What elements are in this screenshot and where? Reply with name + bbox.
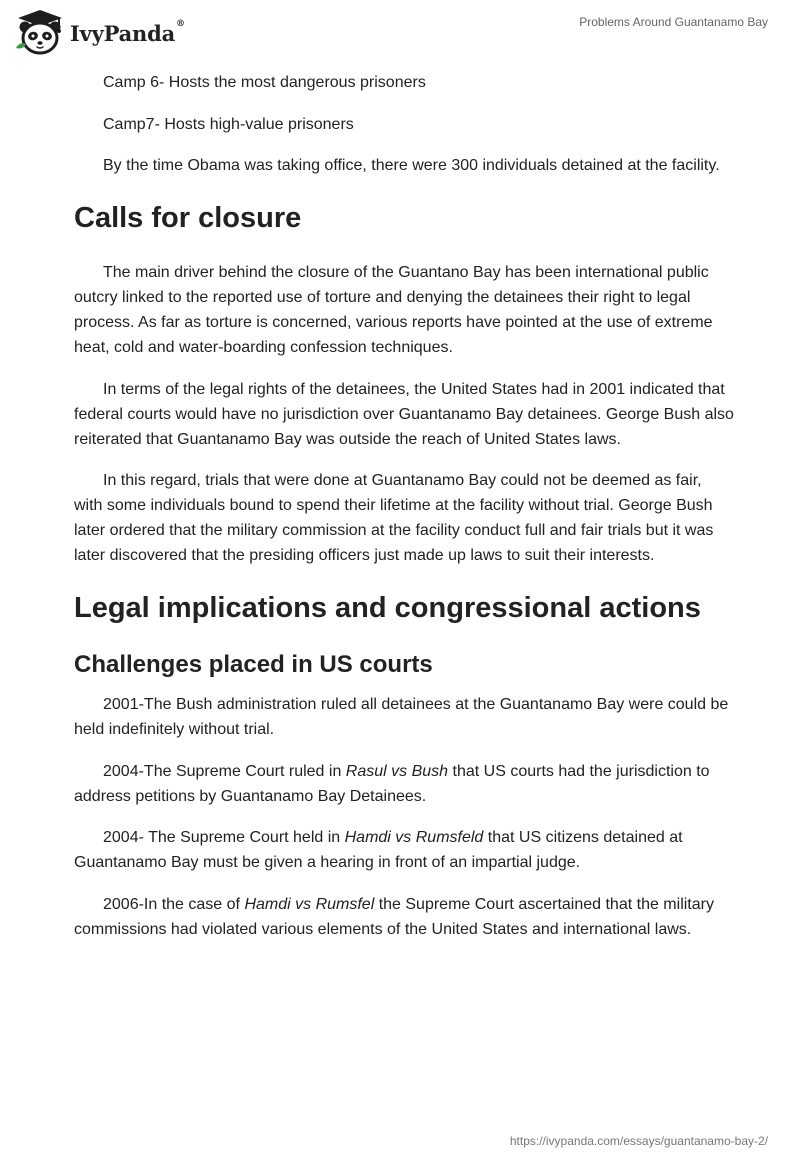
heading-calls-for-closure: Calls for closure — [74, 202, 302, 234]
essay-body — [74, 70, 734, 958]
case-name-rasul-vs-bush: Rasul vs Bush — [345, 762, 449, 780]
panda-graduate-icon — [14, 8, 66, 56]
text-segment: 2006-In the case of — [103, 895, 245, 913]
case-name-hamdi-vs-rumsfeld: Hamdi vs Rumsfeld — [344, 829, 484, 846]
paragraph-2006 — [74, 892, 734, 942]
text-segment: 2004- The Supreme Court held in — [103, 829, 345, 846]
source-url[interactable]: https://ivypanda.com/essays/guantanamo-bay-2/ — [509, 1134, 768, 1148]
ivypanda-logo[interactable] — [14, 8, 185, 56]
paragraph-2004-rasul — [74, 759, 734, 809]
brand-name: IvyPanda® — [70, 18, 185, 46]
text-segment: that US citizens detained at Guantanamo Bay must be given a hearing in front of an impartial judge. — [74, 829, 683, 871]
paragraph-2004-hamdi — [74, 825, 734, 875]
heading-legal-implications: Legal implications and congressional actions — [74, 592, 701, 624]
paragraph-main-driver: The main driver behind the closure of the Guantano Bay has been international public outcry linked to the reported use of torture and denying the detainees their right to legal process. As far as torture is concerned, various reports have pointed at the use of extreme heat, cold and water-boarding confession techniques. — [74, 264, 713, 356]
paragraph-trials: In this regard, trials that were done at Guantanamo Bay could not be deemed as fair, with some individuals bound to spend their lifetime at the facility without trial. George Bush later ordered that the military commission at the facility conduct full and fair trials but it was later discovered that the presiding officers just made up laws to suit their interests. — [74, 472, 714, 564]
paragraph-camp7: Camp7- Hosts high-value prisoners — [103, 115, 354, 133]
text-segment: 2004-The Supreme Court ruled in — [103, 762, 346, 780]
paragraph-camp6: Camp 6- Hosts the most dangerous prisoners — [103, 74, 426, 91]
case-name-hamdi-vs-rumsfel: Hamdi vs Rumsfel — [244, 895, 375, 913]
page-header — [0, 0, 800, 60]
text-segment: that US courts had the jurisdiction to address petitions by Guantanamo Bay Detainees. — [74, 762, 710, 805]
heading-challenges-us-courts: Challenges placed in US courts — [74, 651, 433, 678]
document-title: Problems Around Guantanamo Bay — [579, 15, 768, 29]
paragraph-2001: 2001-The Bush administration ruled all detainees at the Guantanamo Bay were could be held indefinitely without trial. — [74, 696, 729, 738]
registered-mark: ® — [176, 18, 185, 29]
text-segment: the Supreme Court ascertained that the military commissions had violated various elements of the United States and international laws. — [74, 895, 714, 938]
paragraph-legal-rights: In terms of the legal rights of the detainees, the United States had in 2001 indicated that federal courts would have no jurisdiction over Guantanamo Bay detainees. George Bush also reiterated that Guantanamo Bay was outside the reach of United States laws. — [74, 380, 734, 448]
paragraph-obama: By the time Obama was taking office, there were 300 individuals detained at the facility. — [103, 157, 720, 174]
